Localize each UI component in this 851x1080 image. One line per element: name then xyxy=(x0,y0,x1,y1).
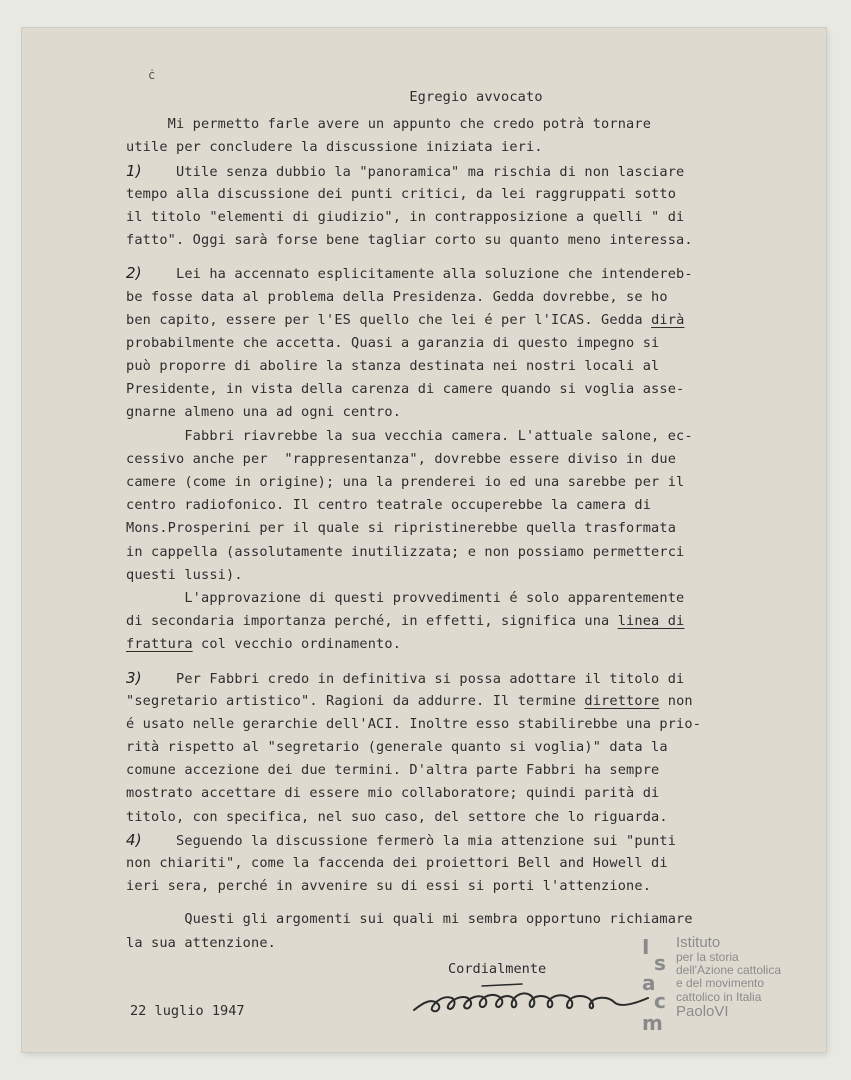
letter-body xyxy=(126,86,766,955)
text-line: Lei ha accennato esplicitamente alla soluzione che intendereb- xyxy=(176,266,693,283)
text-line: Presidente, in vista della carenza di camere quando si voglia asse- xyxy=(126,381,685,398)
text-line: Utile senza dubbio la "panoramica" ma rischia di non lasciare xyxy=(176,163,685,180)
corner-mark: ċ xyxy=(148,68,156,82)
text-line-with-underline xyxy=(126,690,766,713)
text-line: tempo alla discussione dei punti critici, da lei raggruppati sotto xyxy=(126,185,677,202)
logo-line: Istituto xyxy=(676,934,721,951)
point-number: 4) xyxy=(126,830,142,849)
logo-text xyxy=(676,935,794,1019)
text-line: la sua attenzione. xyxy=(126,934,277,951)
logo-letter: c xyxy=(654,989,666,1013)
logo-letter: a xyxy=(642,971,656,995)
text-line: in cappella (assolutamente inutilizzata; e non possiamo permetterci xyxy=(126,543,685,560)
logo-letter: s xyxy=(654,951,666,975)
text-line: é usato nelle gerarchie dell'ACI. Inoltre esso stabilirebbe una prio- xyxy=(126,715,702,732)
underlined-phrase: linea di xyxy=(617,613,685,630)
text-line: centro radiofonico. Il centro teatrale occuperebbe la camera di xyxy=(126,497,652,514)
point-2-first-line xyxy=(126,262,766,285)
text-fragment: "segretario artistico". Ragioni da addurre. Il termine xyxy=(126,692,585,709)
point-number: 1) xyxy=(126,161,142,180)
point-1-first-line xyxy=(126,160,766,183)
logo-line: e del movimento xyxy=(676,976,765,991)
text-line: Seguendo la discussione fermerò la mia attenzione sui "punti xyxy=(176,832,677,849)
text-line-with-underline xyxy=(126,633,766,656)
text-line: L'approvazione di questi provvedimenti é solo apparentemente xyxy=(126,589,685,606)
point-number: 3) xyxy=(126,668,142,687)
logo-letter-mark xyxy=(640,935,674,1039)
closing-greeting: Cordialmente xyxy=(448,961,547,977)
text-line: Questi gli argomenti sui quali mi sembra opportuno richiamare xyxy=(126,911,693,928)
text-line: può proporre di abolire la stanza destinata nei nostri locali al xyxy=(126,358,660,375)
institute-watermark-logo xyxy=(640,935,790,1040)
logo-letter: m xyxy=(642,1011,663,1035)
text-line: utile per concludere la discussione iniziata ieri. xyxy=(126,139,543,156)
text-line: comune accezione dei due termini. D'altra parte Fabbri ha sempre xyxy=(126,762,660,779)
text-line: ieri sera, perché in avvenire su di essi si porti l'attenzione. xyxy=(126,878,652,895)
text-line: Fabbri riavrebbe la sua vecchia camera. L'attuale salone, ec- xyxy=(126,427,693,444)
handwritten-signature xyxy=(412,980,652,1022)
text-line: questi lussi). xyxy=(126,566,243,583)
text-line: be fosse data al problema della Presidenza. Gedda dovrebbe, se ho xyxy=(126,288,668,305)
text-line: gnarne almeno una ad ogni centro. xyxy=(126,404,402,421)
salutation: Egregio avvocato xyxy=(409,89,543,105)
text-fragment: ben capito, essere per l'ES quello che lei é per l'ICAS. Gedda xyxy=(126,311,652,328)
text-line: probabilmente che accetta. Quasi a garanzia di questo impegno si xyxy=(126,334,660,351)
logo-line: dell'Azione cattolica xyxy=(676,963,782,978)
text-fragment: di secondaria importanza perché, in effetti, significa una xyxy=(126,613,618,630)
underlined-word: dirà xyxy=(651,311,685,328)
text-line: fatto". Oggi sarà forse bene tagliar corto su quanto meno interessa. xyxy=(126,232,693,249)
text-line: non chiariti", come la faccenda dei proiettori Bell and Howell di xyxy=(126,855,668,871)
text-fragment: col vecchio ordinamento. xyxy=(192,636,402,653)
letter-date: 22 luglio 1947 xyxy=(130,1003,245,1019)
logo-letter: I xyxy=(642,935,650,959)
point-number: 2) xyxy=(126,264,142,283)
text-line-with-underline xyxy=(126,309,766,332)
logo-line: cattolico in Italia xyxy=(676,989,762,1004)
text-line: mostrato accettare di essere mio collaboratore; quindi parità di xyxy=(126,785,660,802)
text-line: Mi permetto farle avere un appunto che credo potrà tornare xyxy=(126,116,652,133)
text-line: rità rispetto al "segretario (generale quanto si voglia)" data la xyxy=(126,739,668,756)
text-line: cessivo anche per "rappresentanza", dovrebbe essere diviso in due xyxy=(126,450,677,467)
text-line: il titolo "elementi di giudizio", in contrapposizione a quelli " di xyxy=(126,208,685,225)
text-line: titolo, con specifica, nel suo caso, del settore che lo riguarda. xyxy=(126,808,668,825)
point-3-first-line xyxy=(126,667,766,690)
underlined-phrase: frattura xyxy=(126,636,193,653)
text-line: camere (come in origine); una la prenderei io ed una sarebbe per il xyxy=(126,474,685,490)
text-line: Mons.Prosperini per il quale si ripristinerebbe quella trasformata xyxy=(126,520,677,537)
text-fragment: non xyxy=(659,692,693,709)
underlined-word: direttore xyxy=(584,692,660,709)
point-4-first-line xyxy=(126,829,766,852)
logo-line: PaoloVI xyxy=(676,1002,729,1020)
logo-line: per la storia xyxy=(676,950,739,964)
text-line: Per Fabbri credo in definitiva si possa adottare il titolo di xyxy=(176,670,685,687)
text-line-with-underline xyxy=(126,610,766,633)
